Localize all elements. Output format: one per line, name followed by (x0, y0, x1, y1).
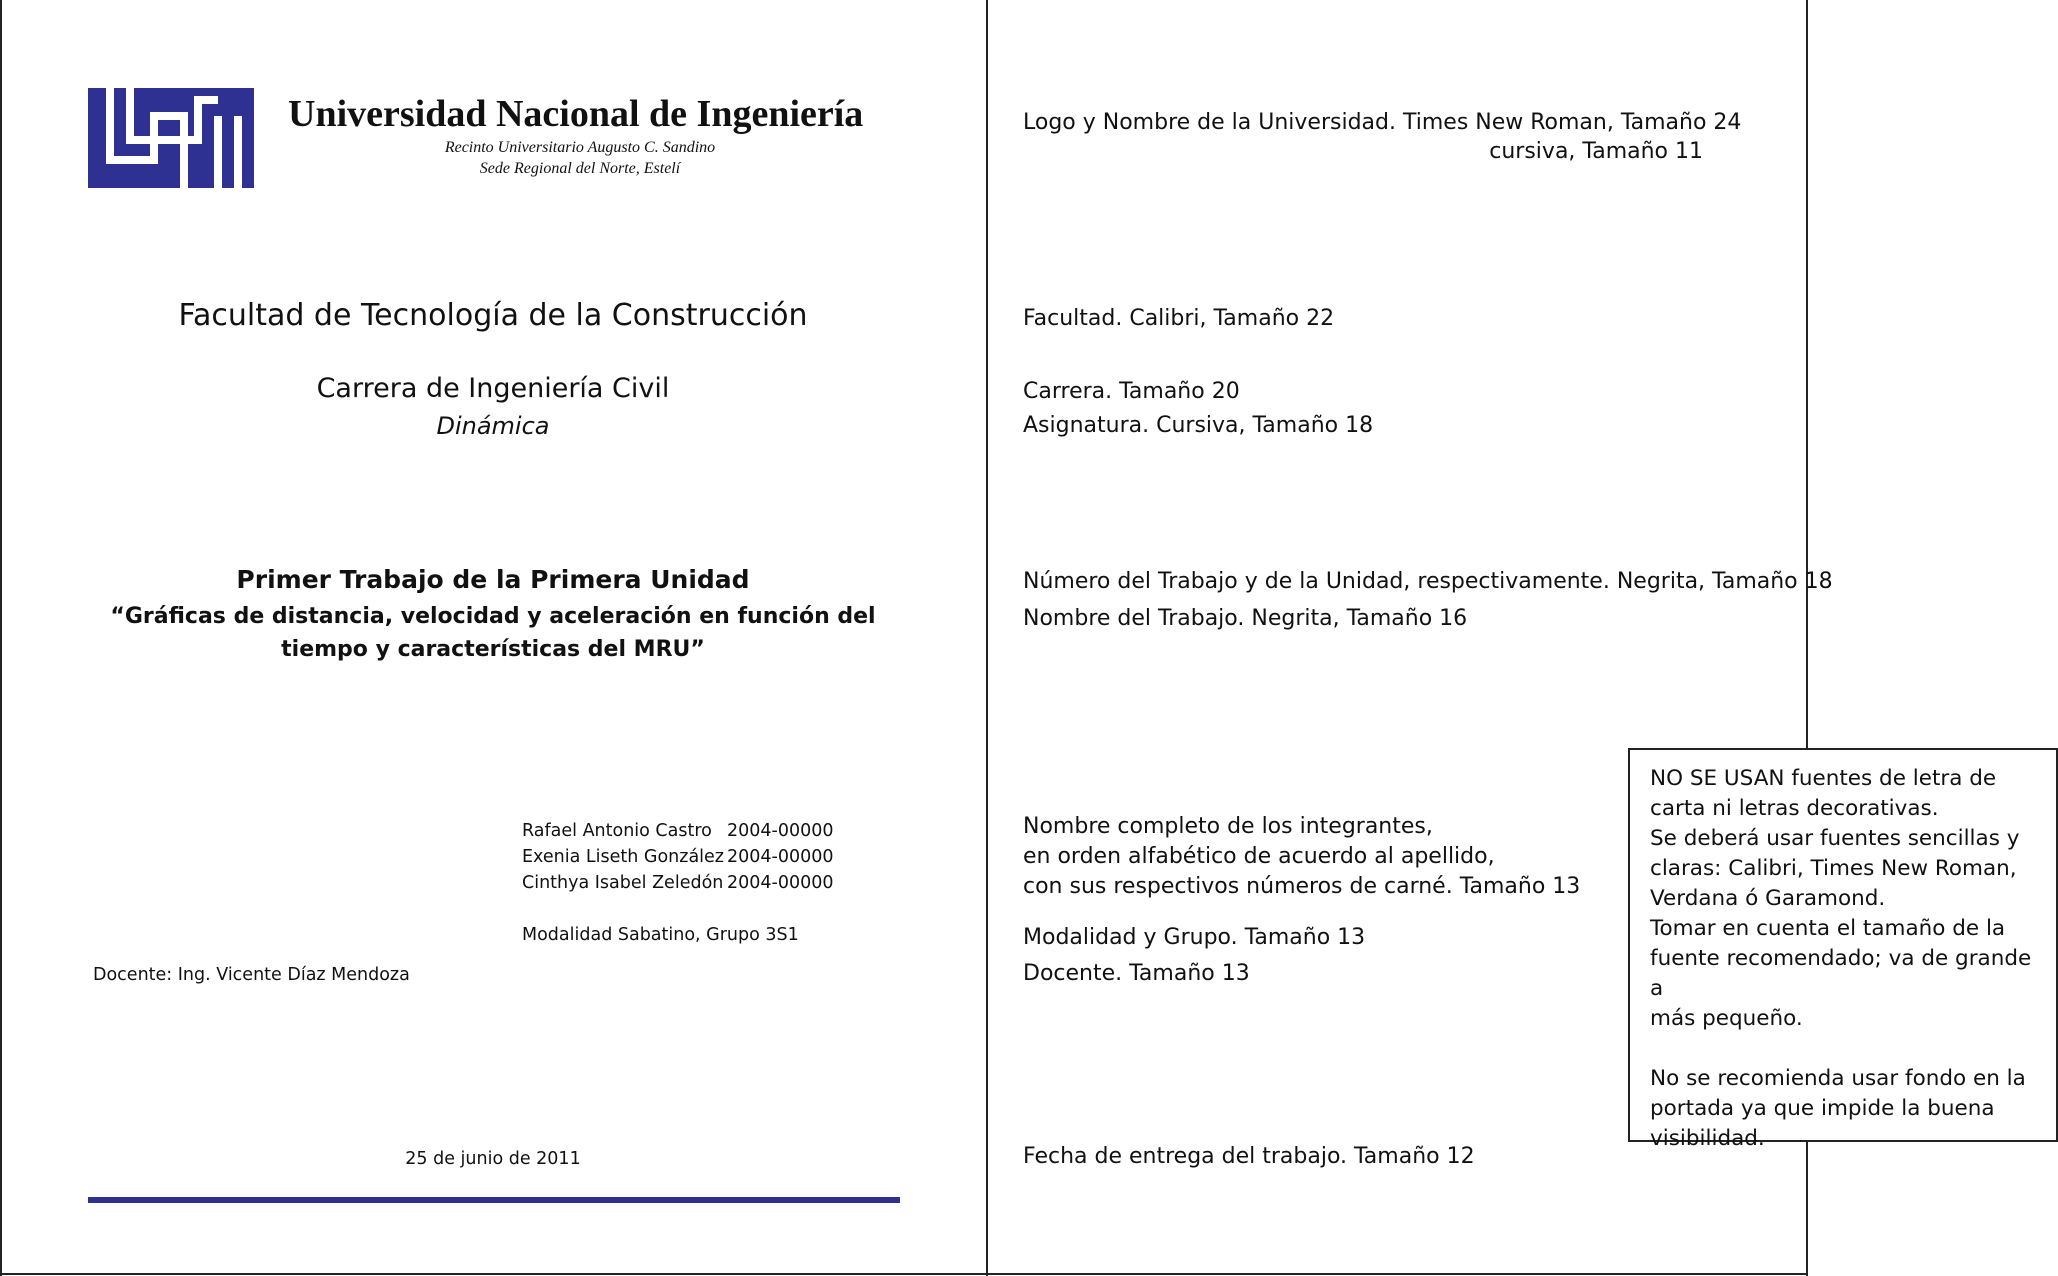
warning-line: No se recomienda usar fondo en la (1650, 1066, 2026, 1091)
integrante-carne: 2004-00000 (727, 873, 834, 893)
warning-line: Se deberá usar fuentes sencillas y (1650, 826, 2020, 851)
page-divider (986, 0, 988, 1276)
warning-line: Verdana ó Garamond. (1650, 886, 1886, 911)
integrante-carne: 2004-00000 (727, 821, 834, 841)
note-logo-subtitle: cursiva, Tamaño 11 (1489, 139, 1703, 164)
note-fecha: Fecha de entrega del trabajo. Tamaño 12 (1023, 1144, 1475, 1169)
note-modalidad: Modalidad y Grupo. Tamaño 13 (1023, 925, 1366, 950)
carrera-title: Carrera de Ingeniería Civil (316, 373, 670, 404)
warning-line: visibilidad. (1650, 1126, 1765, 1151)
note-carrera: Carrera. Tamaño 20 (1023, 379, 1240, 404)
note-integrantes-line: en orden alfabético de acuerdo al apellido, (1023, 844, 1495, 869)
warning-line: fuente recomendado; va de grande a (1650, 946, 2032, 1001)
note-trabajo-numero: Número del Trabajo y de la Unidad, respectivamente. Negrita, Tamaño 18 (1023, 569, 1833, 594)
page-border-bottom (0, 1273, 1808, 1275)
warning-paragraph-background (1650, 1064, 2038, 1154)
warning-line: Tomar en cuenta el tamaño de la (1650, 916, 2006, 941)
trabajo-nombre: “Gráficas de distancia, velocidad y aceleración en función del tiempo y características del MRU” (110, 604, 876, 662)
note-integrantes (1023, 812, 1580, 902)
warning-paragraph-fonts (1650, 764, 2038, 1034)
note-trabajo-nombre: Nombre del Trabajo. Negrita, Tamaño 16 (1023, 606, 1468, 631)
list-item (522, 818, 834, 844)
note-docente: Docente. Tamaño 13 (1023, 961, 1250, 986)
docente: Docente: Ing. Vicente Díaz Mendoza (93, 965, 410, 985)
page-border-right-lower (1806, 1140, 1808, 1276)
integrante-nombre: Cinthya Isabel Zeledón (522, 873, 724, 893)
university-campus: Recinto Universitario Augusto C. Sandino (444, 139, 716, 156)
note-integrantes-line: Nombre completo de los integrantes, (1023, 814, 1433, 839)
page-border-left (0, 0, 2, 1276)
fecha-entrega: 25 de junio de 2011 (405, 1149, 581, 1169)
university-logo-icon (88, 88, 254, 188)
integrante-nombre: Exenia Liseth González (522, 847, 724, 867)
asignatura-title: Dinámica (436, 412, 550, 440)
university-sede: Sede Regional del Norte, Estelí (479, 160, 681, 177)
warning-line: más pequeño. (1650, 1006, 1803, 1031)
trabajo-numero: Primer Trabajo de la Primera Unidad (236, 565, 750, 594)
list-item (522, 870, 834, 896)
bottom-rule (88, 1197, 900, 1203)
university-name: Universidad Nacional de Ingeniería (288, 93, 864, 135)
note-logo: Logo y Nombre de la Universidad. Times New Roman, Tamaño 24 (1023, 110, 1742, 135)
note-asignatura: Asignatura. Cursiva, Tamaño 18 (1023, 413, 1374, 438)
modalidad-grupo: Modalidad Sabatino, Grupo 3S1 (522, 925, 799, 945)
integrantes-list (522, 818, 834, 896)
integrante-carne: 2004-00000 (727, 847, 834, 867)
page-border-right (1806, 0, 1808, 750)
list-item (522, 844, 834, 870)
warning-line: NO SE USAN fuentes de letra de (1650, 766, 1997, 791)
facultad-title: Facultad de Tecnología de la Construcción (178, 298, 808, 333)
warning-line: portada ya que impide la buena (1650, 1096, 1995, 1121)
font-warning-box (1628, 748, 2058, 1151)
note-facultad: Facultad. Calibri, Tamaño 22 (1023, 306, 1335, 331)
note-integrantes-line: con sus respectivos números de carné. Tamaño 13 (1023, 874, 1581, 899)
warning-line: claras: Calibri, Times New Roman, (1650, 856, 2017, 881)
warning-line: carta ni letras decorativas. (1650, 796, 1939, 821)
integrante-nombre: Rafael Antonio Castro (522, 821, 712, 841)
